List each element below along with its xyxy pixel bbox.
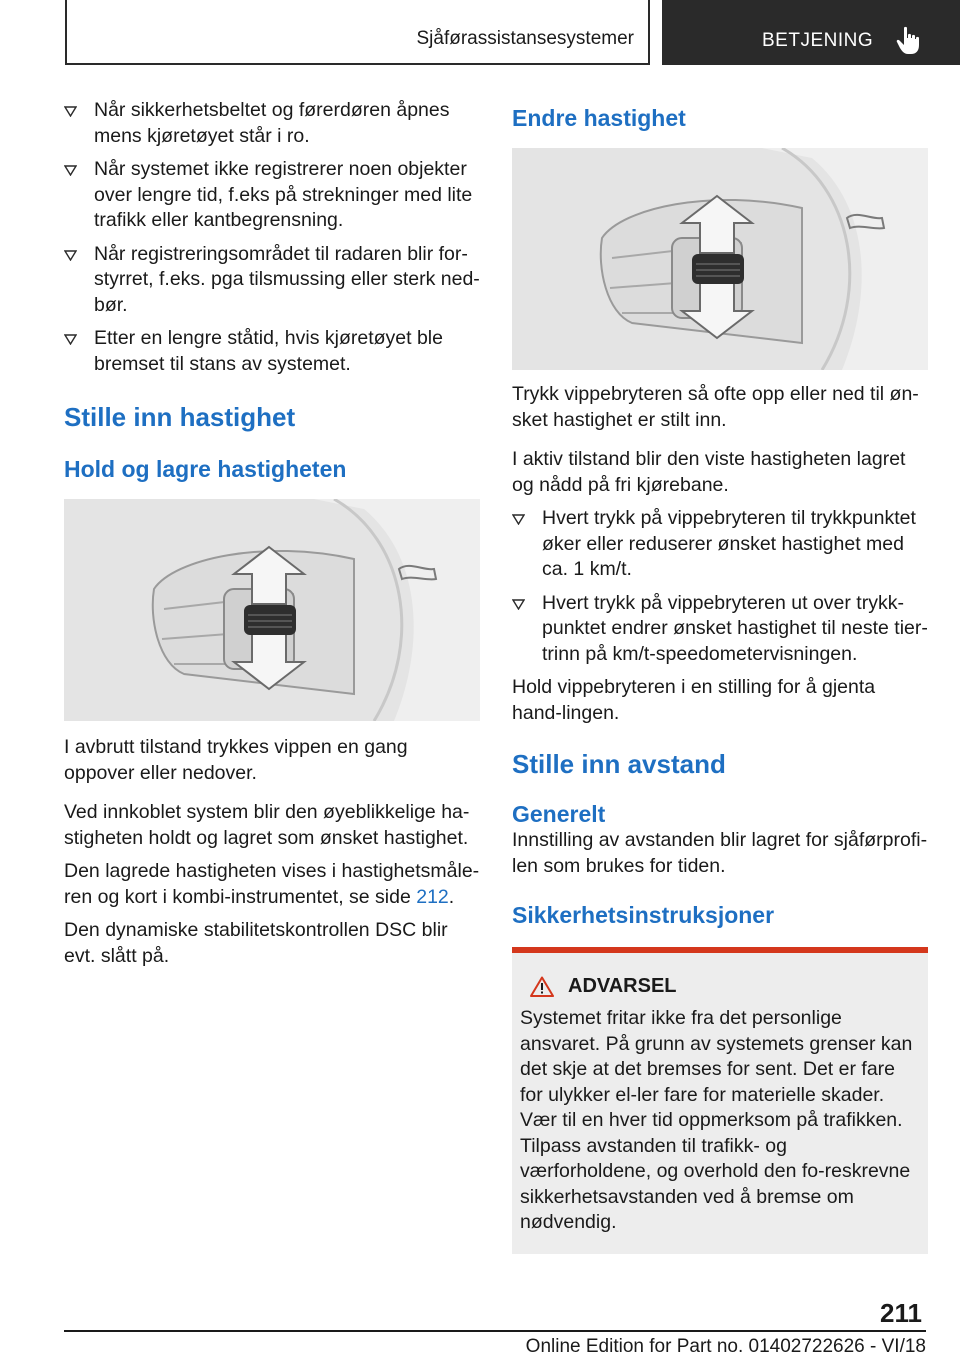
steering-wheel-rocker-photo (64, 499, 480, 721)
triangle-bullet-icon (512, 506, 526, 531)
section-title: Sjåførassistansesystemer (416, 28, 634, 49)
heading-set-distance: Stille inn avstand (512, 749, 726, 779)
heading-change-speed: Endre hastighet (512, 105, 686, 131)
condition-list (64, 98, 480, 377)
running-header-right (662, 0, 960, 65)
page-number: 211 (880, 1298, 922, 1328)
paragraph: Hold vippebryteren i en stilling for å gjenta hand-lingen. (512, 676, 876, 724)
triangle-bullet-icon (64, 98, 78, 123)
heading-set-speed: Stille inn hastighet (64, 402, 296, 432)
triangle-bullet-icon (64, 242, 78, 267)
paragraph: Den lagrede hastigheten vises i hastighetsmåle-ren og kort i kombi-instrumentet, se side 212. (64, 860, 480, 908)
footer-edition: Online Edition for Part no. 01402722626 - VI/18 (525, 1336, 926, 1357)
page-reference-link[interactable]: 212 (416, 885, 449, 908)
warning-panel (512, 947, 928, 1254)
heading-hold-speed: Hold og lagre hastigheten (64, 456, 347, 482)
speed-step-list (512, 506, 928, 667)
warning-box (512, 953, 928, 1254)
warning-text: Systemet fritar ikke fra det personlige ansvaret. På grunn av systemets grenser kan det skje at det bremses for sent. Det er fare for ulykker el-ler fare for materielle skader. Vær til en hver tid oppmerksom på trafikken. Tilpass avstanden til trafikk- og værforholdene, og overhold den fo-reskrevne sikkerhetsavstanden ved å bremse om nødvendig. (520, 1007, 913, 1233)
list-item: Når systemet ikke registrerer noen objekter over lengre tid, f.eks på strekninger med lite trafikk eller kantbegrensning. (64, 157, 480, 234)
list-item: Hvert trykk på vippebryteren til trykkpunktet øker eller reduserer ønsket hastighet med ca. 1 km/t. (512, 506, 928, 583)
heading-safety: Sikkerhetsinstruksjoner (512, 902, 775, 928)
chapter-title: BETJENING (762, 30, 874, 51)
list-item: Etter en lengre ståtid, hvis kjøretøyet ble bremset til stans av systemet. (64, 326, 480, 377)
right-column (512, 104, 928, 1254)
warning-triangle-icon (530, 976, 554, 997)
warning-title: ADVARSEL (520, 975, 920, 998)
triangle-bullet-icon (64, 326, 78, 351)
footer-rule (64, 1330, 926, 1332)
paragraph: Trykk vippebryteren så ofte opp eller ned til øn-sket hastighet er stilt inn. (512, 383, 919, 431)
hand-pointer-icon (895, 26, 921, 56)
list-item: Når registreringsområdet til radaren blir for-styrret, f.eks. pga tilsmussing eller sterk ned-bør. (64, 242, 480, 319)
list-item: Når sikkerhetsbeltet og førerdøren åpnes mens kjøretøyet står i ro. (64, 98, 480, 149)
paragraph: Den dynamiske stabilitetskontrollen DSC blir evt. slått på. (64, 919, 448, 967)
triangle-bullet-icon (64, 157, 78, 182)
steering-wheel-rocker-photo (512, 148, 928, 370)
paragraph: Ved innkoblet system blir den øyeblikkelige ha-stigheten holdt og lagret som ønsket hastighet. (64, 801, 470, 849)
paragraph: I avbrutt tilstand trykkes vippen en gang oppover eller nedover. (64, 736, 408, 784)
list-item: Hvert trykk på vippebryteren ut over trykk-punktet endrer ønsket hastighet til neste tier-trinn på km/t-speedometervisningen. (512, 591, 928, 668)
paragraph: I aktiv tilstand blir den viste hastigheten lagret og nådd på fri kjørebane. (512, 448, 906, 496)
left-column (64, 98, 480, 969)
triangle-bullet-icon (512, 591, 526, 616)
running-header-left (65, 0, 650, 65)
paragraph: Innstilling av avstanden blir lagret for sjåførprofi-len som brukes for tiden. (512, 829, 928, 877)
heading-general: Generelt (512, 801, 606, 827)
